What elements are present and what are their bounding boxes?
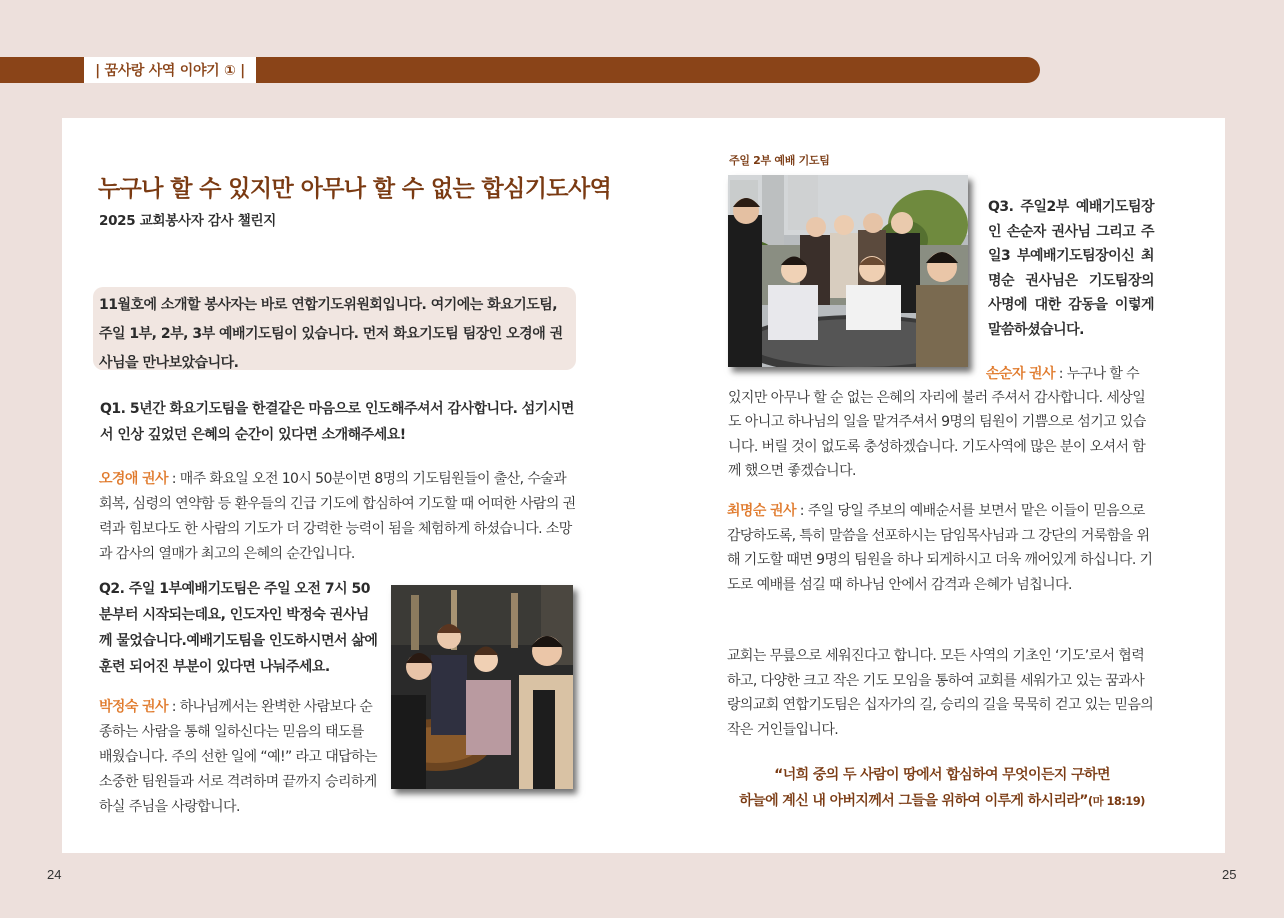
page-spread [62, 118, 1225, 853]
question-2: Q2. 주일 1부예배기도팀은 주일 오전 7시 50분부터 시작되는데요, 인도자인 박정숙 권사님께 물었습니다.예배기도팀을 인도하시면서 삶에 훈련 되어진 부분이 있다면 나눠주세요. [99, 581, 378, 675]
quote-reference: (마 18:19) [1087, 794, 1145, 808]
speaker-name: 최명순 권사 [727, 503, 796, 519]
intro-box: 11월호에 소개할 봉사자는 바로 연합기도위원회입니다. 여기에는 화요기도팀, 주일 1부, 2부, 3부 예배기도팀이 있습니다. 먼저 화요기도팀 팀장인 오경애 권사님을 만나보았습니다. [93, 287, 576, 370]
speaker-name: 손순자 권사 [986, 366, 1055, 382]
section-banner [0, 57, 1040, 83]
answer-4 [727, 499, 1155, 597]
answer-text: : 매주 화요일 오전 10시 50분이면 8명의 기도팀원들이 출산, 수술과 회복, 심령의 연약함 등 환우들의 긴급 기도에 합심하여 기도할 때 어떠한 사람의 권력과 힘보다도 한 사람의 기도가 더 강력한 능력이 됨을 체험하게 하셨습니다. 소망과 감사의 열매가 최고의 은혜의 순간입니다. [99, 471, 576, 562]
closing-paragraph: 교회는 무릎으로 세워진다고 합니다. 모든 사역의 기초인 ‘기도’로서 협력하고, 다양한 크고 작은 기도 모임을 통하여 교회를 세워가고 있는 꿈과사랑의교회 연합기도팀은 십자가의 길, 승리의 길을 묵묵히 걷고 있는 믿음의 작은 거인들입니다. [727, 648, 1154, 738]
speaker-name: 박정숙 권사 [99, 699, 168, 715]
answer-text: : 주일 당일 주보의 예배순서를 보면서 맡은 이들이 믿음으로 감당하도록, 특히 말씀을 선포하시는 담임목사님과 그 강단의 거룩함을 위해 기도할 때면 9명의 팀원을 하나 되게하시고 더욱 깨어있게 하십니다. 기도로 예배를 섬길 때 하나님 안에서 감격과 은혜가 넘칩니다. [727, 503, 1153, 593]
article-title: 누구나 할 수 있지만 아무나 할 수 없는 합심기도사역 [98, 176, 612, 202]
question-3: Q3. 주일2부 예배기도팀장인 손순자 권사님 그리고 주일3 부예배기도팀장이신 최명순 권사님은 기도팀장의 사명에 대한 감동을 이렇게 말씀하셨습니다. [988, 199, 1154, 338]
speaker-name: 오경애 권사 [99, 471, 168, 487]
answer-2 [99, 695, 379, 820]
question-1: Q1. 5년간 화요기도팀을 한결같은 마음으로 인도해주셔서 감사합니다. 섬기시면서 인상 깊었던 은혜의 순간이 있다면 소개해주세요! [100, 401, 574, 443]
answer-3 [728, 362, 1154, 483]
answer-text: : 하나님께서는 완벽한 사람보다 순종하는 사람을 통해 일하신다는 믿음의 태도를 배웠습니다. 주의 선한 일에 “예!” 라고 대답하는 소중한 팀원들과 서로 격려하며 끝까지 승리하게 하실 주님을 사랑합니다. [99, 699, 377, 815]
photo-caption: 주일 2부 예배 기도팀 [729, 154, 830, 167]
quote-line-1: “너희 중의 두 사람이 땅에서 합심하여 무엇이든지 구하면 [774, 767, 1110, 783]
photo-sunday-2nd-team [728, 175, 968, 367]
banner-label: | 꿈사랑 사역 이야기 ① | [84, 57, 256, 83]
answer-text: : 누구나 할 수 있지만 아무나 할 순 없는 은혜의 자리에 불러 주셔서 감사합니다. 세상일도 아니고 하나님의 일을 맡겨주셔서 9명의 팀원이 기쁨으로 섬기고 있습니다. 버릴 것이 없도록 충성하겠습니다. 기도사역에 많은 분이 오셔서 함께 했으면 좋겠습니다. [728, 366, 1146, 479]
page-number-right: 25 [1222, 867, 1237, 882]
page-number-left: 24 [47, 867, 62, 882]
scripture-quote [722, 762, 1162, 814]
quote-line-2: 하늘에 계신 내 아버지께서 그들을 위하여 이루게 하시리라” [739, 793, 1088, 809]
answer-1 [99, 467, 581, 567]
photo-sunday-1st-team [391, 585, 573, 789]
article-subtitle: 2025 교회봉사자 감사 챌린지 [99, 213, 276, 229]
